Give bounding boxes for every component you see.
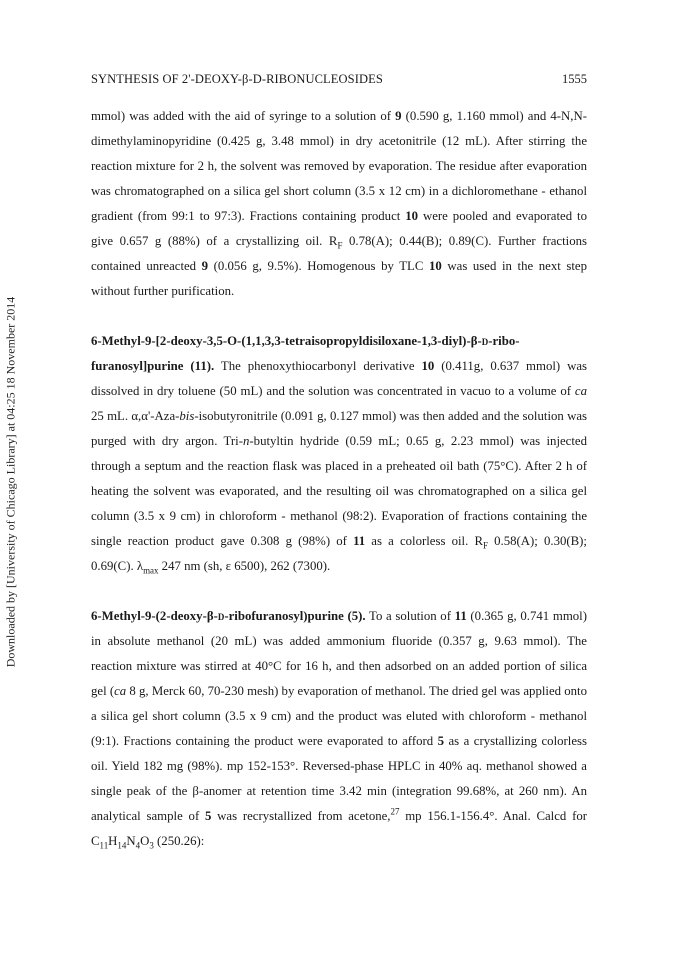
text-run: (0.590 g, 1.160 mmol) and 4-N,N-dimethylaminopyridine (0.425 g, 3.48 mmol) in dry acetonitrile (12 mL). After stirring the reaction mixture for 2 h, the solvent was removed by evaporation. The residue after evaporation was chromatographed on a silica gel short column (3.5 x 12 cm) in a dichloromethane - ethanol gradient (from 99:1 to 97:3). Fractions containing product <box>91 109 588 223</box>
text-run: d <box>481 334 489 348</box>
text-run: 4 <box>135 840 141 851</box>
text-run: 5 <box>437 734 445 748</box>
text-run: The phenoxythiocarbonyl derivative <box>214 359 422 373</box>
text-run: 0.78(A); 0.44(B); 0.89(C). Further fractions contained unreacted <box>91 234 587 273</box>
text-run: 11 <box>99 840 109 851</box>
text-run: 9 <box>201 259 209 273</box>
text-run: max <box>143 565 159 576</box>
text-run: (0.411g, 0.637 mmol) was dissolved in dry toluene (50 mL) and the solution was concentrated in vacuo to a volume of <box>91 359 587 398</box>
text-run: N <box>126 834 136 848</box>
text-run: 27 <box>390 806 400 817</box>
text-run: -ribofuranosyl)purine (5). <box>224 609 366 623</box>
text-run: bis <box>179 409 195 423</box>
text-run: 6-Methyl-9-[2-deoxy-3,5-O-(1,1,3,3-tetraisopropyldisiloxane-1,3-diyl)-β- <box>91 334 482 348</box>
text-run: -butyltin hydride (0.59 mL; 0.65 g, 2.23 mmol) was injected through a septum and the reaction flask was placed in a preheated oil bath (75°C). After 2 h of heating the solvent was evaporated, and the resulting oil was chromatographed on a silica gel column (3.5 x 9 cm) in chloroform - methanol (98:2). Evaporation of fractions containing the single reaction product gave 0.308 g (98%) of <box>91 434 587 548</box>
text-run: n <box>243 434 250 448</box>
text-run: 11 <box>353 534 366 548</box>
text-run: (0.365 g, 0.741 mmol) in absolute methanol (20 mL) was added ammonium fluoride (0.357 g, 9.63 mmol). The reaction mixture was stirred at 40°C for 16 h, and then adsorbed on an added portion of silica gel ( <box>91 609 587 698</box>
paragraph-compound-11 <box>91 329 587 579</box>
text-run: 3 <box>149 840 154 851</box>
page-number: 1555 <box>562 72 587 86</box>
text-run: 247 nm (sh, ε 6500), 262 (7300). <box>158 559 331 573</box>
text-run: was recrystallized from acetone, <box>211 809 391 823</box>
text-run: (0.056 g, 9.5%). Homogenous by TLC <box>208 259 430 273</box>
text-run: 10 <box>405 209 419 223</box>
text-run: ca <box>114 684 127 698</box>
text-run: F <box>482 540 488 551</box>
text-run: 9 <box>395 109 402 123</box>
text-run: F <box>337 240 343 251</box>
download-watermark-text: Downloaded by [University of Chicago Library] at 04:25 18 November 2014 <box>3 296 18 667</box>
text-run: O <box>140 834 150 848</box>
text-run: was used in the next step without further purification. <box>91 259 587 298</box>
article-body <box>91 104 587 854</box>
text-run: -ribo-furanosyl]purine (11). <box>91 334 520 373</box>
text-run: 6-Methyl-9-(2-deoxy-β- <box>91 609 218 623</box>
text-run: were pooled and evaporated to give 0.657 g (88%) of a crystallizing oil. R <box>91 209 588 248</box>
text-run: To a solution of <box>365 609 455 623</box>
text-run: 5 <box>205 809 212 823</box>
text-run: 25 mL. α,α'-Aza- <box>91 409 180 423</box>
download-watermark <box>4 0 18 963</box>
text-run: d <box>217 609 225 623</box>
page-header <box>91 72 587 88</box>
text-run: mmol) was added with the aid of syringe to a solution of <box>91 109 396 123</box>
running-title: SYNTHESIS OF 2'-DEOXY-β-D-RIBONUCLEOSIDES <box>91 72 383 86</box>
text-run: 8 g, Merck 60, 70-230 mesh) by evaporation of methanol. The dried gel was applied onto a silica gel short column (3.5 x 9 cm) and the product was eluted with chloroform - methanol (9:1). Fractions containing the product were evaporated to afford <box>91 684 587 748</box>
text-run: 0.58(A); 0.30(B); 0.69(C). λ <box>91 534 587 573</box>
text-run: (250.26): <box>153 834 205 848</box>
paragraph-continued <box>91 104 587 304</box>
text-run: H <box>108 834 118 848</box>
paragraph-compound-5 <box>91 604 587 854</box>
text-run: 14 <box>117 840 127 851</box>
text-run: 10 <box>429 259 442 273</box>
text-run: -isobutyronitrile (0.091 g, 0.127 mmol) was then added and the solution was purged with dry argon. Tri- <box>91 409 587 448</box>
text-run: as a crystallizing colorless oil. Yield 182 mg (98%). mp 152-153°. Reversed-phase HPLC in 40% aq. methanol showed a single peak of the β-anomer at retention time 3.42 min (integration 99.68%, at 260 nm). An analytical sample of <box>91 734 587 823</box>
text-run: 11 <box>454 609 467 623</box>
text-run: ca <box>574 384 587 398</box>
text-run: mp 156.1-156.4°. Anal. Calcd for C <box>91 809 588 848</box>
text-run: as a colorless oil. R <box>365 534 483 548</box>
text-run: 10 <box>421 359 435 373</box>
